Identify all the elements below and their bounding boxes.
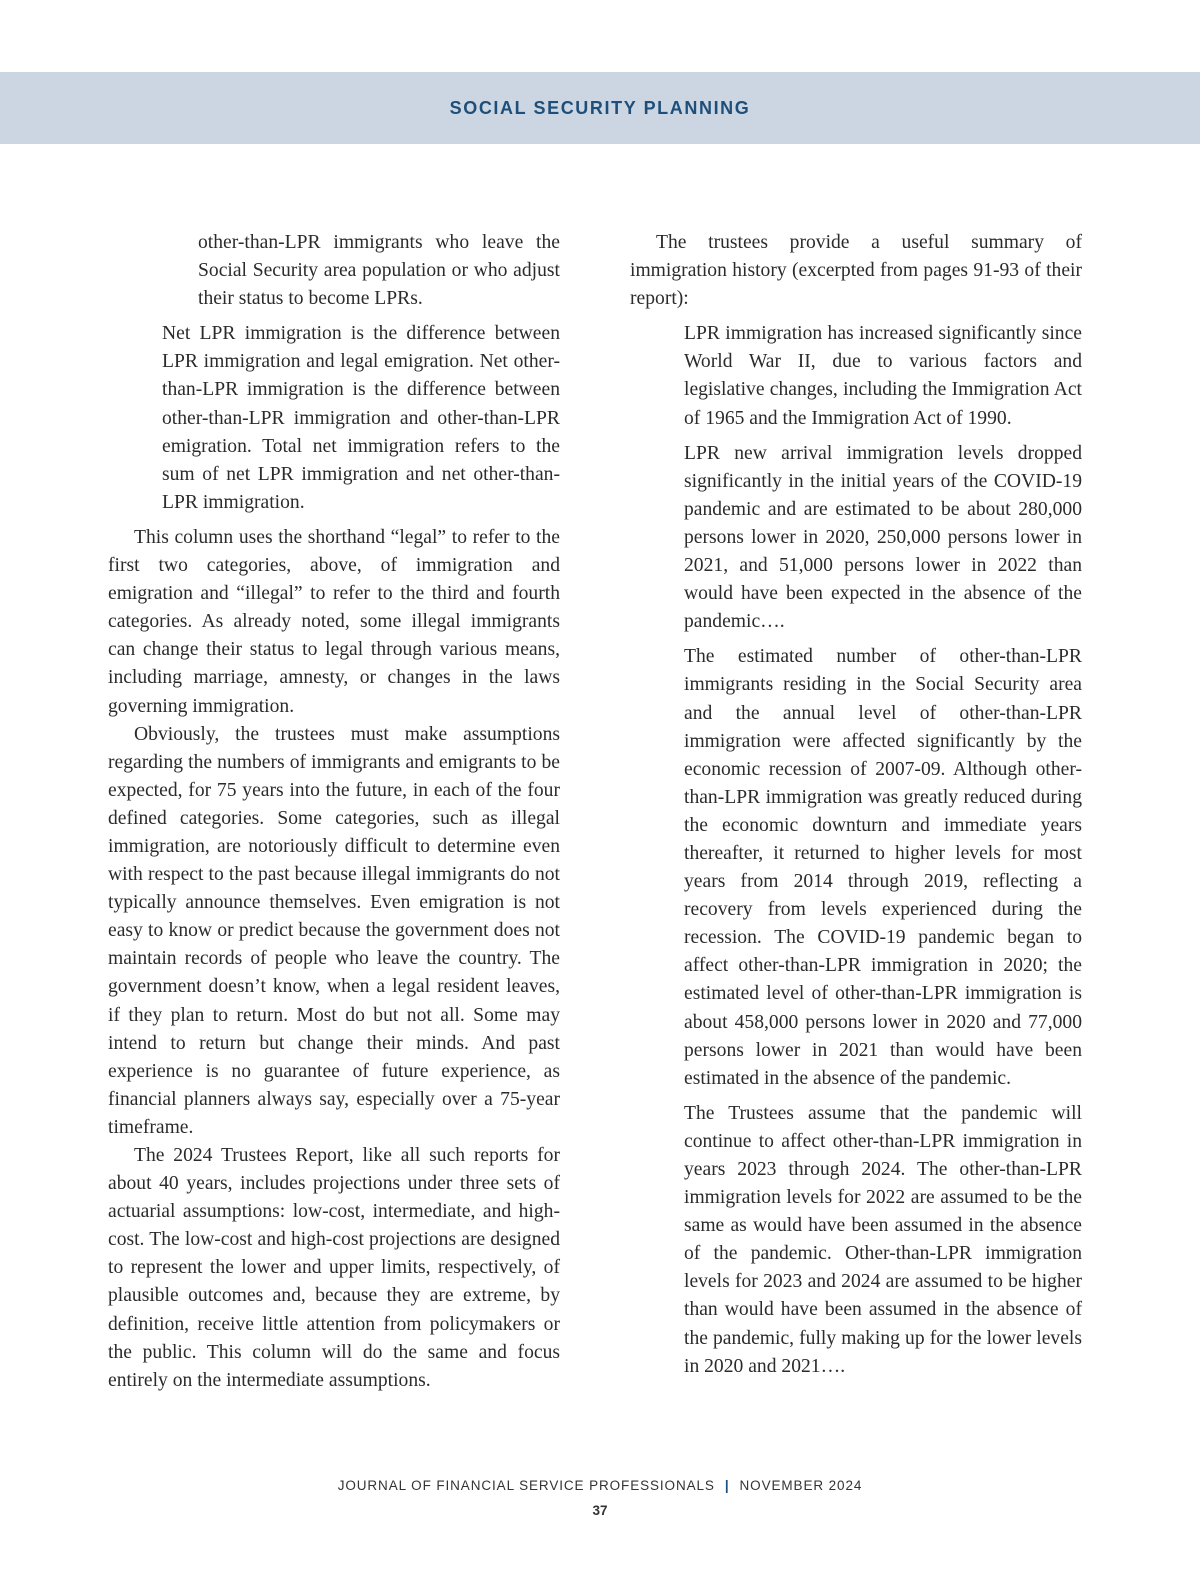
page-footer [0,1478,1200,1493]
block-quote: The estimated number of other-than-LPR immigrants residing in the Social Security area and the annual level of other-than-LPR immigration were affected significantly by the economic recession of 2007-09. Although other-than-LPR immigration was greatly reduced during the economic downturn and immediate years thereafter, it returned to higher levels for most years from 2014 through 2019, reflecting a recovery from levels experienced during the recession. The COVID-19 pandemic began to affect other-than-LPR immigration in 2020; the estimated level of other-than-LPR immigration is about 458,000 persons lower in 2020 and 77,000 persons lower in 2021 than would have been estimated in the absence of the pandemic. [684,646,1082,1089]
section-title: SOCIAL SECURITY PLANNING [449,97,751,118]
block-quote: LPR new arrival immigration levels dropped significantly in the initial years of the COVID-19 pandemic and are estimated to be about 280,000 persons lower in 2020, 250,000 persons lower in 2021, and 51,000 persons lower in 2022 than would have been expected in the absence of the pandemic…. [684,442,1082,633]
left-column [108,229,560,1395]
issue-date: NOVEMBER 2024 [739,1478,863,1493]
block-quote: The Trustees assume that the pandemic will continue to affect other-than-LPR immigration in years 2023 through 2024. The other-than-LPR immigration levels for 2022 are assumed to be the same as would have been assumed in the absence of the pandemic. Other-than-LPR immigration levels for 2023 and 2024 are assumed to be higher than would have been assumed in the absence of the pandemic, fully making up for the lower levels in 2020 and 2021…. [684,1102,1082,1377]
body-paragraph: The 2024 Trustees Report, like all such reports for about 40 years, includes projections under three sets of actuarial assumptions: low-cost, intermediate, and high-cost. The low-cost and high-cost projections are designed to represent the lower and upper limits, respectively, of plausible outcomes and, because they are extreme, by definition, receive little attention from policymakers or the public. This column will do the same and focus entirely on the intermediate assumptions. [108,1145,560,1391]
right-column [630,229,1082,1381]
body-paragraph: This column uses the shorthand “legal” to refer to the first two categories, above, of immigration and emigration and “illegal” to refer to the third and fourth categories. As already noted, some illegal immigrants can change their status to legal through various means, including marriage, amnesty, or changes in the laws governing immigration. [108,526,560,717]
block-quote: LPR immigration has increased significantly since World War II, due to various factors and legislative changes, including the Immigration Act of 1965 and the Immigration Act of 1990. [684,323,1082,429]
body-paragraph: Obviously, the trustees must make assumptions regarding the numbers of immigrants and emigrants to be expected, for 75 years into the future, in each of the four defined categories. Some categories, such as illegal immigration, are notoriously difficult to determine even with respect to the past because illegal immigrants do not typically announce themselves. Even emigration is not easy to know or predict because the government does not maintain records of people who leave the country. The government doesn’t know, when a legal resident leaves, if they plan to return. Most do but not all. Some may intend to return but change their minds. And past experience is no guarantee of future experience, as financial planners always say, especially over a 75-year timeframe. [108,723,560,1138]
definition-net-immigration: Net LPR immigration is the difference between LPR immigration and legal emigration. Net other-than-LPR immigration is the difference between other-than-LPR immigration and other-than-LPR emigration. Total net immigration refers to the sum of net LPR immigration and net other-than-LPR immigration. [162,323,560,513]
footer-separator: | [724,1478,730,1493]
page-number: 37 [592,1503,608,1518]
section-header-banner [0,72,1200,144]
definition-continuation: other-than-LPR immigrants who leave the Social Security area population or who adjust their status to become LPRs. [198,232,560,310]
body-paragraph: The trustees provide a useful summary of immigration history (excerpted from pages 91-93 of their report): [630,232,1082,310]
journal-name: JOURNAL OF FINANCIAL SERVICE PROFESSIONALS [337,1478,715,1493]
